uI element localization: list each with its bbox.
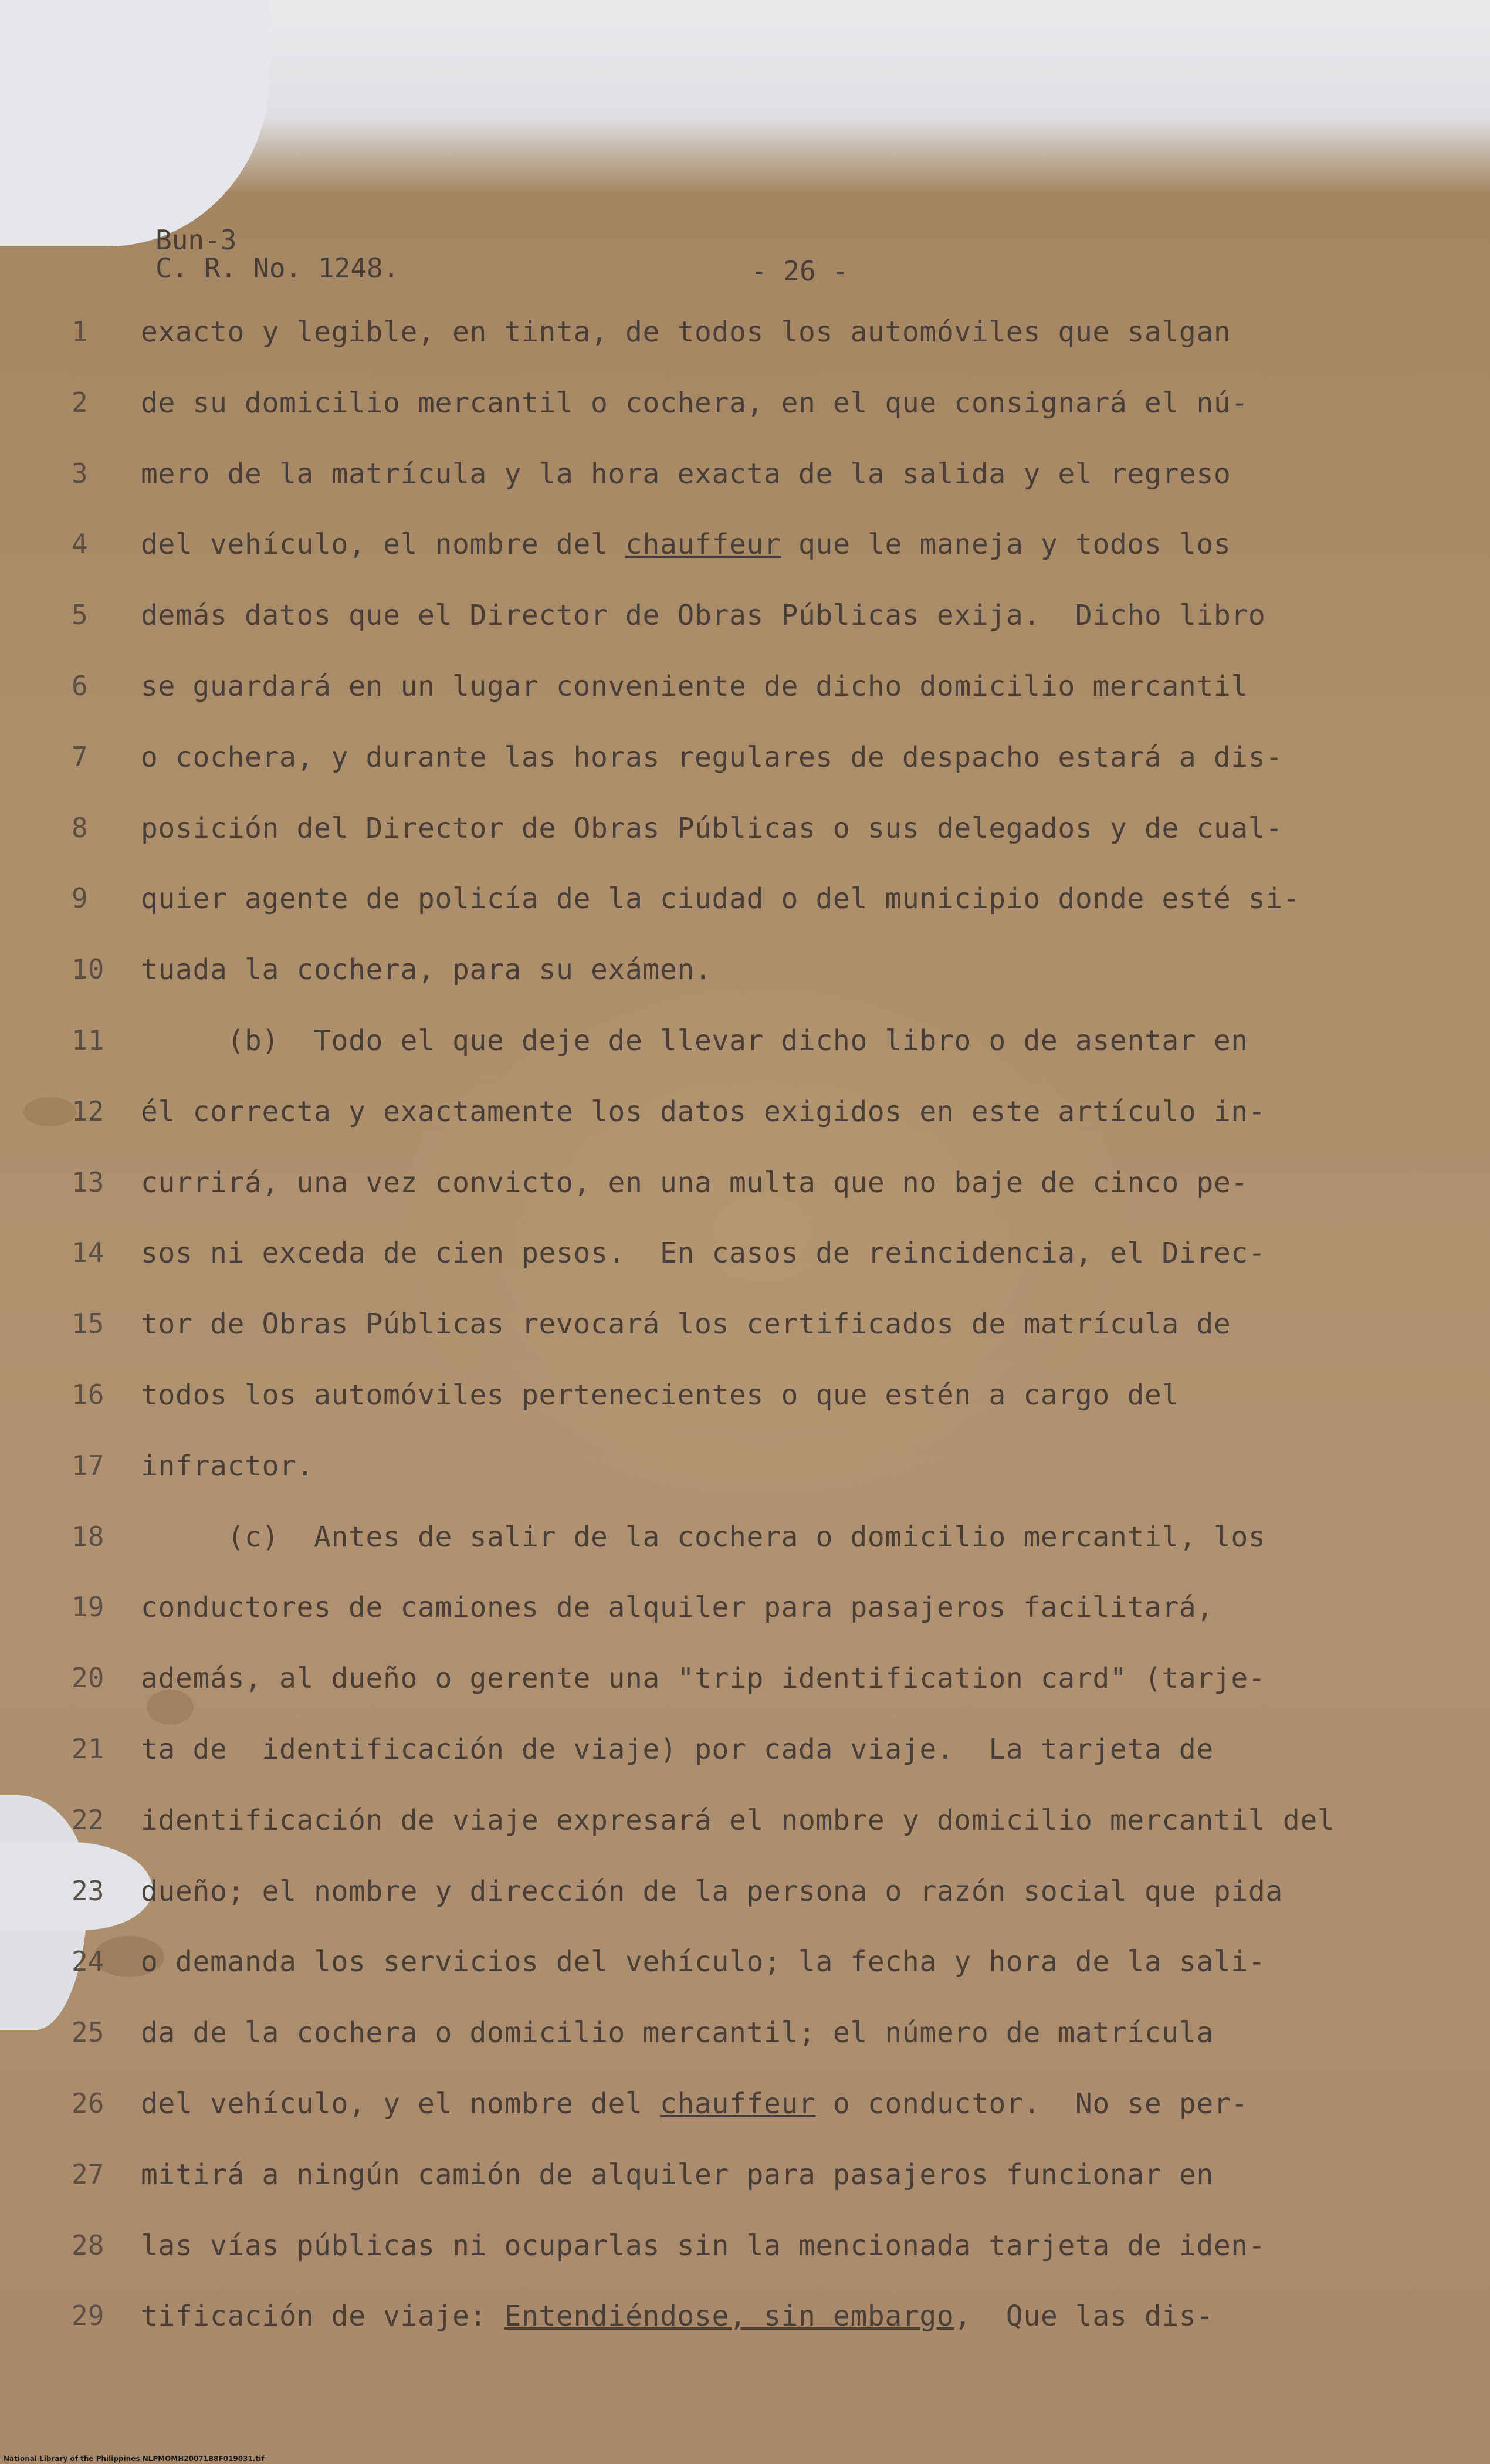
line-text-segment: demás datos que el Director de Obras Públicas exija. Dicho libro bbox=[141, 599, 1266, 632]
line-text-segment: o demanda los servicios del vehículo; la fecha y hora de la sali- bbox=[141, 1945, 1266, 1979]
text-line bbox=[0, 1166, 1490, 1201]
text-line bbox=[0, 2300, 1490, 2335]
line-text bbox=[141, 1591, 1214, 1624]
line-number: 9 bbox=[72, 882, 88, 915]
underlined-term: chauffeur bbox=[625, 528, 781, 561]
line-number: 1 bbox=[72, 316, 88, 347]
line-text-segment: da de la cochera o domicilio mercantil; el número de matrícula bbox=[141, 2016, 1214, 2050]
line-text-segment: dueño; el nombre y dirección de la persona o razón social que pida bbox=[141, 1874, 1283, 1908]
line-text-segment: del vehículo, y el nombre del bbox=[141, 2087, 660, 2120]
line-number: 15 bbox=[72, 1308, 104, 1340]
line-number: 27 bbox=[72, 2158, 104, 2190]
text-line bbox=[0, 1521, 1490, 1556]
line-text bbox=[141, 2087, 1248, 2120]
line-number: 14 bbox=[72, 1237, 104, 1269]
line-text-segment: quier agente de policía de la ciudad o del municipio donde esté si- bbox=[141, 882, 1301, 916]
line-number: 22 bbox=[72, 1803, 104, 1836]
line-text bbox=[141, 812, 1283, 845]
line-text-segment: currirá, una vez convicto, en una multa que no baje de cinco pe- bbox=[141, 1166, 1248, 1199]
line-text bbox=[141, 2158, 1214, 2191]
line-text bbox=[141, 1662, 1265, 1695]
line-text-segment: infractor. bbox=[141, 1449, 314, 1483]
text-line bbox=[0, 1733, 1490, 1768]
text-line bbox=[0, 2016, 1490, 2052]
line-text bbox=[141, 670, 1248, 703]
line-text-segment: todos los automóviles pertenecientes o que estén a cargo del bbox=[141, 1379, 1179, 1412]
line-number: 4 bbox=[72, 528, 88, 560]
line-text-segment: o conductor. No se per- bbox=[815, 2087, 1248, 2120]
line-text-segment: tificación de viaje: bbox=[141, 2300, 504, 2333]
line-number: 18 bbox=[72, 1520, 104, 1552]
line-text bbox=[141, 1379, 1179, 1412]
line-text bbox=[141, 1804, 1335, 1837]
document-header bbox=[155, 226, 399, 282]
line-text bbox=[141, 387, 1248, 419]
line-text-segment: ta de identificación de viaje) por cada viaje. La tarjeta de bbox=[141, 1733, 1214, 1766]
text-line bbox=[0, 1450, 1490, 1485]
line-text-segment: (c) Antes de salir de la cochera o domicilio mercantil, los bbox=[141, 1520, 1266, 1553]
text-line bbox=[0, 1804, 1490, 1839]
line-text bbox=[141, 316, 1231, 348]
text-line bbox=[0, 2158, 1490, 2194]
line-text bbox=[141, 1733, 1214, 1766]
line-number: 29 bbox=[72, 2300, 104, 2332]
text-line bbox=[0, 2229, 1490, 2265]
line-text-segment: (b) Todo el que deje de llevar dicho libro o de asentar en bbox=[141, 1024, 1248, 1057]
line-number: 26 bbox=[72, 2087, 104, 2119]
line-text-segment: mero de la matrícula y la hora exacta de la salida y el regreso bbox=[141, 457, 1231, 490]
line-text-segment: posición del Director de Obras Públicas o sus delegados y de cual- bbox=[141, 811, 1283, 845]
line-text-segment: mitirá a ningún camión de alquiler para pasajeros funcionar en bbox=[141, 2158, 1214, 2191]
footer-source: National Library of the Philippines NLPMOMH20071B8F019031.tif bbox=[4, 2455, 265, 2463]
line-text bbox=[141, 1095, 1265, 1128]
line-number: 2 bbox=[72, 386, 88, 418]
line-number: 12 bbox=[72, 1095, 104, 1127]
line-number: 3 bbox=[72, 457, 88, 489]
line-number: 6 bbox=[72, 670, 88, 702]
text-line bbox=[0, 1945, 1490, 1981]
text-line bbox=[0, 316, 1490, 351]
line-number: 28 bbox=[72, 2229, 104, 2261]
line-text bbox=[141, 2229, 1265, 2262]
text-line bbox=[0, 528, 1490, 563]
line-text bbox=[141, 2300, 1214, 2333]
text-line bbox=[0, 812, 1490, 847]
text-line bbox=[0, 1237, 1490, 1272]
line-number: 16 bbox=[72, 1379, 104, 1410]
header-code: Bun-3 bbox=[155, 224, 237, 256]
line-number: 19 bbox=[72, 1591, 104, 1623]
line-text bbox=[141, 599, 1265, 632]
line-number: 21 bbox=[72, 1733, 104, 1765]
text-line bbox=[0, 599, 1490, 634]
line-text bbox=[141, 1024, 1248, 1057]
text-line bbox=[0, 387, 1490, 422]
text-line bbox=[0, 1379, 1490, 1414]
text-line bbox=[0, 458, 1490, 493]
underlined-term: chauffeur bbox=[659, 2087, 816, 2120]
paper-damage-corner bbox=[0, 0, 270, 246]
line-text bbox=[141, 528, 1231, 561]
text-line bbox=[0, 1024, 1490, 1060]
line-text-segment: del vehículo, el nombre del bbox=[141, 528, 625, 561]
line-text-segment: además, al dueño o gerente una "trip identification card" (tarje- bbox=[141, 1662, 1266, 1695]
line-number: 25 bbox=[72, 2016, 104, 2049]
line-number: 8 bbox=[72, 811, 88, 844]
line-text bbox=[141, 1308, 1231, 1341]
line-text bbox=[141, 458, 1231, 490]
text-line bbox=[0, 670, 1490, 705]
line-number: 24 bbox=[72, 1945, 104, 1978]
line-text-segment: o cochera, y durante las horas regulares de despacho estará a dis- bbox=[141, 740, 1283, 774]
line-text bbox=[141, 882, 1300, 915]
text-line bbox=[0, 1591, 1490, 1626]
line-text bbox=[141, 1166, 1248, 1199]
line-text-segment: él correcta y exactamente los datos exigidos en este artículo in- bbox=[141, 1095, 1266, 1128]
line-number: 17 bbox=[72, 1449, 104, 1481]
line-number: 20 bbox=[72, 1662, 104, 1694]
line-number: 11 bbox=[72, 1024, 104, 1056]
line-text bbox=[141, 953, 712, 986]
page-number: - 26 - bbox=[751, 255, 849, 287]
text-line bbox=[0, 953, 1490, 989]
text-line bbox=[0, 1875, 1490, 1910]
header-bill-number: C. R. No. 1248. bbox=[155, 252, 399, 284]
line-number: 7 bbox=[72, 740, 88, 773]
text-line bbox=[0, 2087, 1490, 2123]
text-line bbox=[0, 1308, 1490, 1343]
line-text-segment: conductores de camiones de alquiler para pasajeros facilitará, bbox=[141, 1591, 1214, 1624]
line-text-segment: de su domicilio mercantil o cochera, en el que consignará el nú- bbox=[141, 386, 1248, 419]
line-text-segment: , Que las dis- bbox=[954, 2300, 1214, 2333]
line-number: 13 bbox=[72, 1166, 104, 1198]
line-text-segment: exacto y legible, en tinta, de todos los automóviles que salgan bbox=[141, 316, 1231, 348]
text-line bbox=[0, 741, 1490, 776]
line-text bbox=[141, 1875, 1283, 1908]
line-number: 10 bbox=[72, 953, 104, 986]
line-text-segment: las vías públicas ni ocuparlas sin la mencionada tarjeta de iden- bbox=[141, 2229, 1266, 2262]
line-text-segment: tuada la cochera, para su exámen. bbox=[141, 953, 712, 987]
text-line bbox=[0, 882, 1490, 918]
text-line bbox=[0, 1095, 1490, 1131]
line-text-segment: identificación de viaje expresará el nombre y domicilio mercantil del bbox=[141, 1803, 1335, 1837]
line-text bbox=[141, 2016, 1214, 2049]
line-text-segment: se guardará en un lugar conveniente de dicho domicilio mercantil bbox=[141, 670, 1248, 703]
line-text bbox=[141, 1237, 1265, 1270]
line-number: 23 bbox=[72, 1874, 104, 1907]
line-text bbox=[141, 1521, 1265, 1553]
line-text bbox=[141, 1945, 1265, 1978]
line-text-segment: que le maneja y todos los bbox=[781, 528, 1231, 561]
line-text-segment: sos ni exceda de cien pesos. En casos de reincidencia, el Direc- bbox=[141, 1237, 1266, 1270]
line-text bbox=[141, 1450, 314, 1483]
line-number: 5 bbox=[72, 599, 88, 631]
line-text bbox=[141, 741, 1283, 774]
text-line bbox=[0, 1662, 1490, 1697]
line-text-segment: tor de Obras Públicas revocará los certificados de matrícula de bbox=[141, 1308, 1231, 1341]
underlined-term: Entendiéndose, sin embargo bbox=[504, 2300, 954, 2333]
